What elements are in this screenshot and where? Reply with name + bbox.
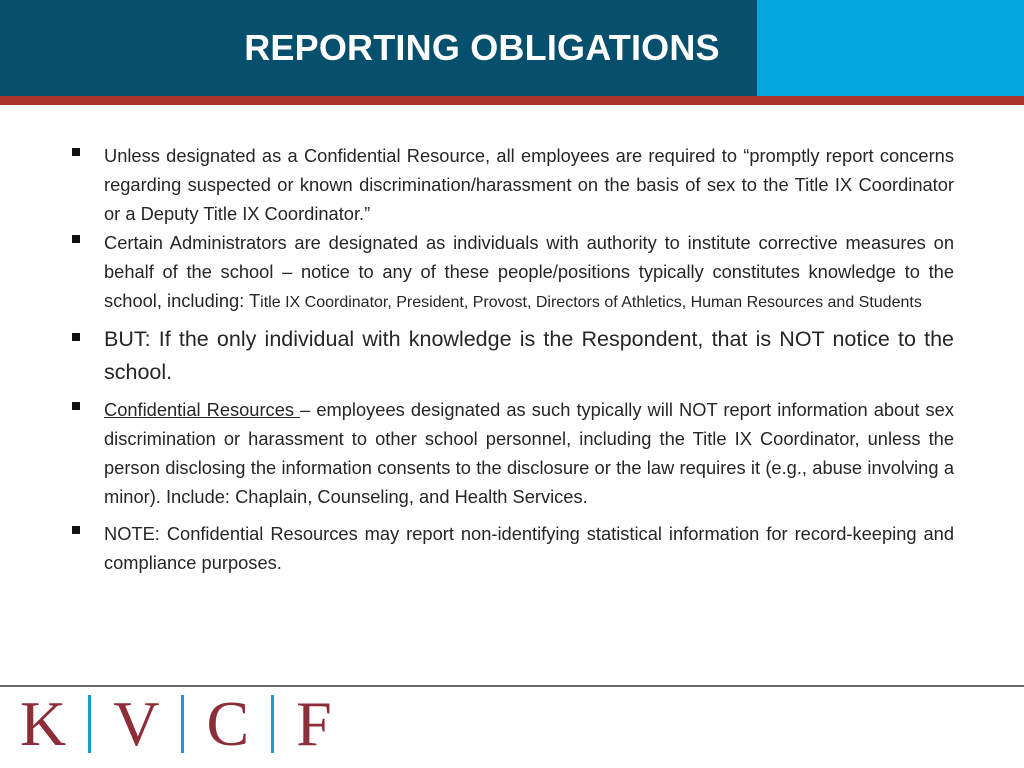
bullet-item-note	[70, 519, 954, 577]
logo-letter-k: K	[20, 688, 67, 759]
square-bullet-icon	[72, 402, 80, 410]
logo-separator	[181, 695, 184, 753]
bullet-text: Unless designated as a Confidential Resource, all employees are required to “promptly report concerns regarding suspected or known discrimination/harassment on the basis of sex to the Title IX Coordinator or a Deputy Title IX Coordinator.”	[104, 145, 954, 224]
square-bullet-icon	[72, 235, 80, 243]
bullet-text: BUT: If the only individual with knowledge is the Respondent, that is NOT notice to the school.	[104, 327, 954, 384]
bullet-underlined-term: Confidential Resources	[104, 399, 301, 420]
bullet-text: Certain Administrators are designated as individuals with authority to institute corrective measures on behalf of the school – notice to any of these people/positions typically constitutes knowledge to the school, including: T	[104, 232, 954, 311]
bullet-item-employees	[70, 141, 954, 228]
square-bullet-icon	[72, 148, 80, 156]
bullet-item-confidential-resources	[70, 395, 954, 511]
logo-letter-f: F	[296, 688, 332, 759]
bullet-item-administrators	[70, 228, 954, 317]
square-bullet-icon	[72, 333, 80, 341]
footer-divider	[0, 685, 1024, 687]
logo-letter-v: V	[113, 688, 160, 759]
header-stripe	[0, 96, 1024, 105]
bullet-small-text: itle IX Coordinator, President, Provost, Directors of Athletics, Human Resources and Students	[260, 294, 922, 311]
bullet-list	[70, 141, 954, 577]
square-bullet-icon	[72, 526, 80, 534]
logo-letter-c: C	[206, 688, 250, 759]
bullet-text: NOTE: Confidential Resources may report non-identifying statistical information for record-keeping and compliance purposes.	[104, 523, 954, 573]
page-title: REPORTING OBLIGATIONS	[244, 27, 720, 68]
bullet-text: – employees designated as such typically will NOT report information about sex discrimination or harassment to other school personnel, including the Title IX Coordinator, unless the person disclosing the information consents to the disclosure or the law requires it (e.g., abuse involving a minor). Include: Chaplain, Counseling, and Health Services.	[104, 399, 954, 507]
kvcf-logo	[20, 690, 332, 758]
logo-separator	[88, 695, 91, 753]
bullet-item-respondent	[70, 323, 954, 389]
logo-separator	[271, 695, 274, 753]
